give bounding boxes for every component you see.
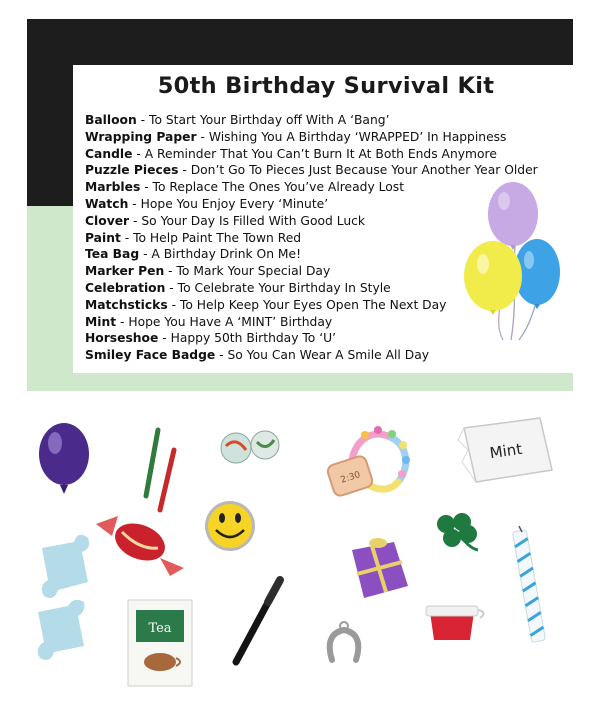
- marbles-object: [221, 431, 279, 463]
- kit-item-name: Mint: [85, 314, 117, 329]
- kit-item-description: - To Help Keep Your Eyes Open The Next Day: [167, 297, 447, 312]
- wrapped-sweet-object: [96, 516, 184, 576]
- kit-item-description: - Don’t Go To Pieces Just Because Your Another Year Older: [178, 163, 538, 178]
- kit-item-description: - Wishing You A Birthday ‘WRAPPED’ In Happiness: [196, 129, 507, 144]
- kit-item-name: Paint: [85, 230, 121, 245]
- kit-item-name: Celebration: [85, 280, 166, 295]
- watch-face-label: 2:30: [339, 470, 362, 486]
- kit-item-name: Horseshoe: [85, 331, 159, 346]
- matchsticks-object: [146, 430, 174, 510]
- purple-balloon: [488, 182, 538, 246]
- kit-item-name: Tea Bag: [85, 247, 140, 262]
- survival-kit-card: [27, 19, 573, 391]
- kit-item-description: - So You Can Wear A Smile All Day: [215, 348, 430, 363]
- kit-item-name: Candle: [85, 146, 133, 161]
- candy-watch-object: [326, 426, 410, 497]
- kit-item-description: - A Birthday Drink On Me!: [139, 247, 302, 262]
- mint-object: [458, 418, 552, 482]
- tea-bag-object: [128, 600, 192, 686]
- kit-contents-photo: [0, 400, 600, 703]
- smiley-face-badge-object: [205, 501, 255, 551]
- puzzle-pieces-object: [38, 535, 89, 660]
- kit-item: [85, 129, 538, 146]
- kit-item-name: Clover: [85, 213, 130, 228]
- kit-item-description: - Hope You Have A ‘MINT’ Birthday: [116, 314, 333, 329]
- mint-label: Mint: [488, 439, 524, 463]
- clover-object: [437, 513, 478, 550]
- kit-item-description: - So Your Day Is Filled With Good Luck: [129, 213, 366, 228]
- kit-item: [85, 347, 538, 364]
- kit-item: [85, 112, 538, 129]
- paint-pot-object: [426, 606, 484, 640]
- balloon-bunch-illustration: [457, 174, 567, 344]
- candle-object: [512, 526, 545, 642]
- kit-item-description: - Hope You Enjoy Every ‘Minute’: [128, 196, 329, 211]
- purple-balloon-object: [39, 423, 89, 494]
- marker-pen-object: [236, 580, 280, 662]
- kit-item-name: Balloon: [85, 113, 137, 127]
- tea-label: Tea: [148, 621, 172, 636]
- kit-item-name: Marbles: [85, 180, 141, 195]
- kit-item-description: - To Mark Your Special Day: [164, 264, 331, 279]
- card-title: 50th Birthday Survival Kit: [157, 73, 495, 99]
- gift-box-object: [352, 538, 408, 598]
- kit-item-description: - To Start Your Birthday off With A ‘Bang’: [136, 113, 390, 127]
- kit-item: [85, 146, 538, 163]
- horseshoe-object: [330, 622, 359, 660]
- kit-item-name: Smiley Face Badge: [85, 348, 216, 363]
- kit-item-description: - A Reminder That You Can’t Burn It At Both Ends Anymore: [132, 146, 497, 161]
- kit-item-description: - To Replace The Ones You’ve Already Lost: [140, 180, 405, 195]
- kit-item-name: Wrapping Paper: [85, 129, 197, 144]
- kit-item-name: Marker Pen: [85, 264, 165, 279]
- kit-item-name: Puzzle Pieces: [85, 163, 179, 178]
- kit-item-name: Watch: [85, 196, 129, 211]
- kit-item-description: - Happy 50th Birthday To ‘U’: [158, 331, 337, 346]
- yellow-balloon: [464, 241, 522, 311]
- kit-item-name: Matchsticks: [85, 297, 168, 312]
- kit-item-description: - To Celebrate Your Birthday In Style: [165, 280, 391, 295]
- kit-item-description: - To Help Paint The Town Red: [120, 230, 302, 245]
